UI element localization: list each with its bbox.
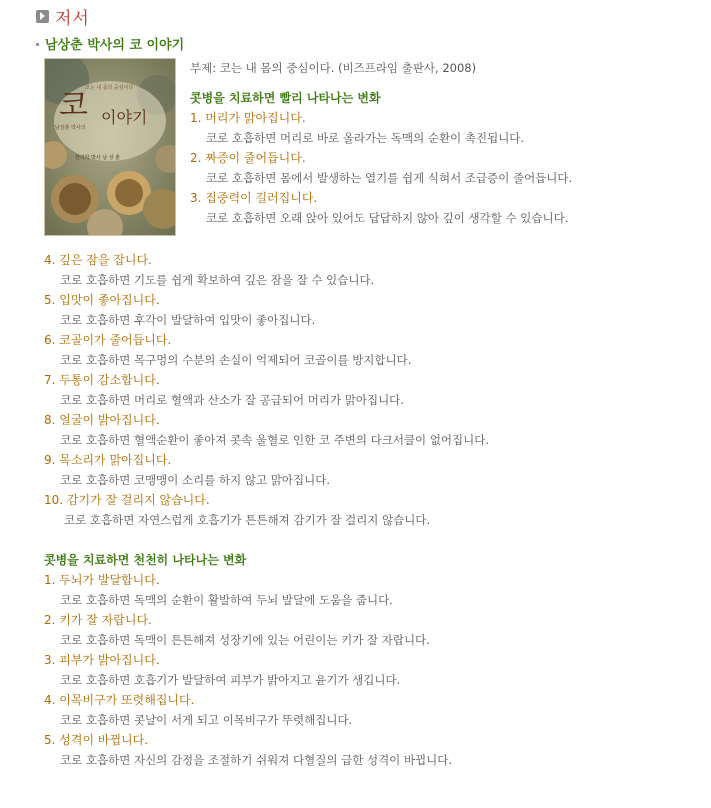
book-title: 남상춘 박사의 코 이야기 — [45, 38, 185, 53]
slow-item-title: 1. 두뇌가 발달합니다. — [44, 573, 160, 587]
fast-item-title: 6. 코골이가 줄어듭니다. — [44, 333, 172, 347]
fast-item-title: 5. 입맛이 좋아집니다. — [44, 293, 160, 307]
fast-item-title: 2. 짜증이 줄어듭니다. — [190, 151, 306, 165]
slow-item-desc: 코로 호흡하면 콧날이 서게 되고 이목비구가 뚜렷해집니다. — [60, 713, 353, 727]
fast-item-title: 4. 깊은 잠을 잡니다. — [44, 253, 152, 267]
cover-small-top: 코는 내 몸의 중심이다 — [85, 85, 134, 91]
book-subtitle: 부제: 코는 내 몸의 중심이다. (비즈프라임 출판사, 2008) — [190, 61, 477, 75]
slow-item-desc: 코로 호흡하면 호흡기가 발달하여 피부가 밝아지고 윤기가 생깁니다. — [60, 673, 401, 687]
bullet-icon — [36, 43, 39, 46]
fast-item-title: 3. 집중력이 길러집니다. — [190, 191, 318, 205]
fast-item-title: 9. 목소리가 맑아집니다. — [44, 453, 172, 467]
book-cover-image — [44, 58, 176, 236]
fast-item-title: 7. 두통이 감소합니다. — [44, 373, 160, 387]
fast-item-title: 10. 감기가 잘 걸리지 않습니다. — [44, 493, 210, 507]
slow-changes-heading: 콧병을 치료하면 천천히 나타나는 변화 — [44, 553, 247, 567]
fast-item-desc: 코로 호흡하면 목구멍의 수분의 손실이 억제되어 코골이를 방지합니다. — [60, 353, 412, 367]
fast-item-desc: 코로 호흡하면 코맹맹이 소리를 하지 않고 맑아집니다. — [60, 473, 330, 487]
slow-item-title: 5. 성격이 바뀝니다. — [44, 733, 149, 747]
slow-item-desc: 코로 호흡하면 자신의 감정을 조절하기 쉬워져 다혈질의 급한 성격이 바뀝니다. — [60, 753, 453, 767]
book-heading — [36, 34, 184, 53]
cover-big-char: 코 — [59, 88, 88, 123]
cover-small-side: 남상춘 박사의 — [55, 125, 86, 131]
slow-item-desc: 코로 호흡하면 독맥의 순환이 활발하여 두뇌 발달에 도움을 줍니다. — [60, 593, 393, 607]
cover-title-rest: 이야기 — [101, 108, 148, 127]
list-block — [44, 250, 684, 770]
slow-item-title: 2. 키가 잘 자랍니다. — [44, 613, 152, 627]
fast-changes-heading: 콧병을 치료하면 빨리 나타나는 변화 — [190, 91, 381, 105]
fast-item-desc: 코로 호흡하면 머리로 혈액과 산소가 잘 공급되어 머리가 맑아집니다. — [60, 393, 404, 407]
book-cover-art — [45, 59, 175, 235]
fast-item-desc: 코로 호흡하면 자연스럽게 호흡기가 튼튼해져 감기가 잘 걸리지 않습니다. — [64, 513, 431, 527]
cover-author: 한의학 박사 남 상 춘 — [75, 155, 120, 161]
arrow-right-icon — [36, 10, 49, 23]
section-title: 저서 — [55, 8, 90, 29]
fast-item-title: 8. 얼굴이 밝아집니다. — [44, 413, 160, 427]
fast-item-desc: 코로 호흡하면 후각이 발달하여 입맛이 좋아집니다. — [60, 313, 316, 327]
slow-item-desc: 코로 호흡하면 독맥이 튼튼해져 성장기에 있는 어린이는 키가 잘 자랍니다. — [60, 633, 430, 647]
fast-item-title: 1. 머리가 맑아집니다. — [190, 111, 306, 125]
slow-item-title: 3. 피부가 밝아집니다. — [44, 653, 160, 667]
fast-item-desc: 코로 호흡하면 기도를 쉽게 확보하여 깊은 잠을 잘 수 있습니다. — [60, 273, 375, 287]
slow-item-title: 4. 이목비구가 또렷해집니다. — [44, 693, 195, 707]
fast-item-desc: 코로 호흡하면 몸에서 발생하는 열기를 쉽게 식혀서 조급증이 줄어듭니다. — [206, 171, 573, 185]
section-header — [36, 4, 90, 28]
fast-item-desc: 코로 호흡하면 머리로 바로 올라가는 독맥의 순환이 촉진됩니다. — [206, 131, 525, 145]
intro-block — [190, 58, 700, 228]
fast-item-desc: 코로 호흡하면 오래 앉아 있어도 답답하지 않아 깊이 생각할 수 있습니다. — [206, 211, 569, 225]
fast-item-desc: 코로 호흡하면 혈액순환이 좋아져 콧속 울혈로 인한 코 주변의 다크서클이 없어집니다. — [60, 433, 490, 447]
